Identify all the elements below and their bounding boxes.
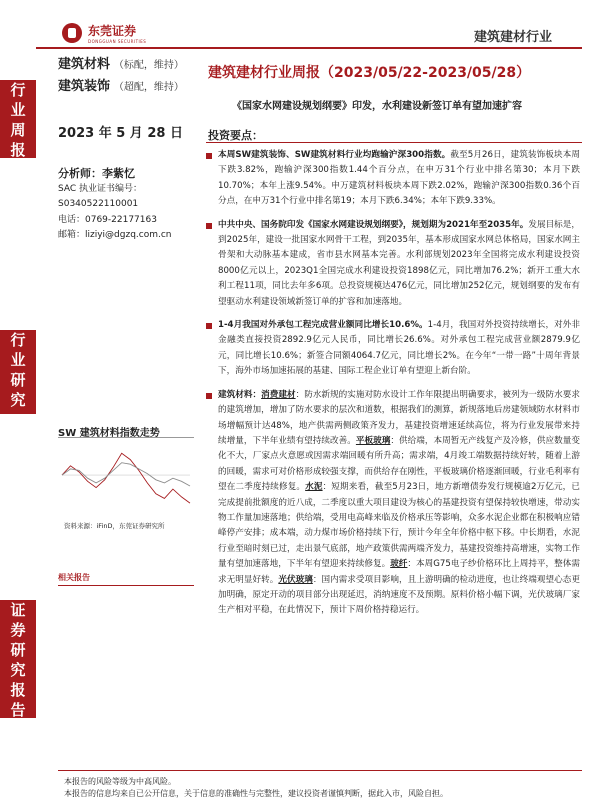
paragraph-head: 中共中央、国务院印发《国家水网建设规划纲要》，规划期为2021年至2035年。 xyxy=(218,219,529,230)
rating-sector: 建筑材料 xyxy=(58,57,111,72)
segment-text: ：短期来看，截至5月23日，地方新增债券发行规模逾2万亿元，已完成提前批额度的近八成，二季度以重大项目建设为核心的基建投资有望保持较快增速，带动实物工作量加速落地；供给端，受用电高峰来临及价格承压等影响，众多水泥企业都在积极响应错峰停产安排；成本端，动力煤市场价格持续下行，预计今年全年价格中枢下移。中长期看，水泥行业至暗时刻已过，走出景气底部，地产政策供需两端齐发力，基建投资维持高增速，实物工作量有望加速落地，下半年有望迎来持续修复。 xyxy=(218,482,580,570)
segment-玻纤: 玻纤 xyxy=(390,559,408,570)
paragraph-head: 建筑材料： xyxy=(218,389,262,400)
key-point-paragraph xyxy=(206,218,580,310)
related-divider xyxy=(58,585,194,586)
footer-risk-level: 本报告的风险等级为中高风险。 xyxy=(64,777,176,786)
side-label-char: 券 xyxy=(10,621,26,639)
chart-source: 资料来源：iFinD，东莞证券研究所 xyxy=(64,522,165,530)
side-label-char: 究 xyxy=(10,391,26,409)
report-date: 2023 年 5 月 28 日 xyxy=(58,126,183,141)
side-label-char: 究 xyxy=(10,661,26,679)
rating-row xyxy=(58,76,184,98)
segment-text: ：供给端，本周暂无产线复产及冷修，供应数量变化不大，厂家点火意愿或因需求端回暖有所升高；需求端，4月竣工端数据持续好转，随着上游的回暖，需求可对价格形成较强支撑，而供给存在刚性，平板玻璃价格逐渐回暖，行业毛利率有望在二季度持续修复。 xyxy=(218,435,580,493)
rating-value: （标配，维持） xyxy=(113,60,184,71)
ratings-block xyxy=(58,54,184,98)
segment-text: ：本周G75电子纱价格环比上周持平，整体需求无明显好转。 xyxy=(218,559,580,585)
paragraph-head: 本周SW建筑装饰、SW建筑材料行业均跑输沪深300指数。 xyxy=(218,150,451,160)
segment-text: ：国内需求受项目影响，且上游明确的检动进度，也让终端观望心态更加明确，原定开动的项目部分出现延迟，消纳速度不及预期。原料价格小幅下调，光伏玻璃厂家生产相对平稳，在此情况下，预计下周价格持稳运行。 xyxy=(218,574,580,616)
rating-sector: 建筑装饰 xyxy=(58,79,111,94)
footer-disclaimer: 本报告的信息均来自已公开信息，关于信息的准确性与完整性，建议投资者谨慎判断，据此入市，风险自担。 xyxy=(64,789,448,798)
analyst-phone: 电话：0769-22177163 xyxy=(58,214,157,225)
bullet-square-icon xyxy=(206,393,212,399)
side-label-char: 行 xyxy=(10,331,26,349)
paragraph-head: 1-4月我国对外承包工程完成营业额同比增长10.6%。 xyxy=(218,320,428,331)
key-point-paragraph xyxy=(206,148,580,210)
rating-row xyxy=(58,54,184,76)
segment-消费建材: 消费建材 xyxy=(261,389,296,400)
paragraph-body: 1-4月，我国对外投资持续增长，对外非金融类直接投资2892.9亿元人民币，同比增长26.6%。对外承包工程完成营业额2879.9亿元，同比增长10.6%；新签合同额4064.7亿元，同比增长2%。在今年“一带一路”十周年背景下，海外市场加速拓展的基建、国际工程企业订单有望迎上新台阶。 xyxy=(218,320,580,377)
key-points-content xyxy=(206,148,580,627)
chart-svg xyxy=(58,438,194,520)
side-label-industry-weekly xyxy=(0,80,36,160)
analyst-sac-label: SAC 执业证书编号： xyxy=(58,183,143,194)
side-label-char: 行 xyxy=(10,81,26,99)
bullet-square-icon xyxy=(206,223,212,229)
analyst-email[interactable]: 邮箱：liziyi@dgzq.com.cn xyxy=(58,230,172,240)
rating-value: （超配，维持） xyxy=(113,82,184,93)
side-label-char: 证 xyxy=(10,601,26,619)
report-subtitle: 《国家水网建设规划纲要》印发，水利建设新签订单有望加速扩容 xyxy=(232,101,522,112)
bullet-square-icon xyxy=(206,323,212,329)
analyst-info xyxy=(58,166,172,244)
side-label-char: 研 xyxy=(10,371,26,389)
segment-光伏玻璃: 光伏玻璃 xyxy=(278,574,313,585)
side-banner-industry-weekly xyxy=(0,80,36,158)
side-label-char: 研 xyxy=(10,641,26,659)
segment-平板玻璃: 平板玻璃 xyxy=(355,435,391,446)
side-label-char: 告 xyxy=(10,701,26,719)
header-divider xyxy=(36,47,582,49)
analyst-sac-number: S0340522110001 xyxy=(58,199,139,209)
segment-text: ：防水新规的实施对防水设计工作年限提出明确要求，被列为一级防水要求的建筑增加，增加了防水要求的层次和道数，根据我们的测算，新规落地后房建领域防水材料市场增幅预计达48%，地产供需两侧政策齐发力，基建投资增速延续高位，将为行业发展带来持续增量，下半年业绩有望持续改善。 xyxy=(218,389,580,446)
side-label-securities-report xyxy=(0,600,36,720)
paragraph-body: 发展目标是，到2025年，建设一批国家水网骨干工程，到2035年，基本形成国家水网总体格局，国家水网主骨架和大动脉基本建成，省市县水网基本完善。水利部规划2023年全国将完成水利建设投资8000亿元以上，2023Q1全国完成水利建设投资1898亿元，同比增加76.2%；新开工重大水利工程11项，同比去年多6项。总投资规模达476亿元，同比增加252亿元，规划纲要的发布有望驱动水利建设领域新签订单的扩容和加速落地。 xyxy=(218,219,580,307)
brand-name: 东莞证券 xyxy=(88,24,137,38)
chart-series-line-0 xyxy=(62,453,190,503)
side-label-char: 报 xyxy=(10,141,26,159)
side-label-char: 周 xyxy=(10,121,26,139)
key-point-paragraph xyxy=(206,318,580,380)
analyst-name: 分析师：李紫忆 xyxy=(58,167,135,180)
bullet-square-icon xyxy=(206,153,212,159)
side-label-char: 报 xyxy=(10,681,26,699)
key-point-paragraph xyxy=(206,388,580,619)
segment-水泥: 水泥 xyxy=(305,482,323,493)
related-reports-title: 相关报告 xyxy=(58,573,90,582)
side-label-char: 业 xyxy=(10,101,26,119)
side-banner-industry-research xyxy=(0,330,36,414)
side-label-industry-research xyxy=(0,330,36,410)
chart-title: SW 建筑材料指数走势 xyxy=(58,428,160,439)
brand-logo xyxy=(62,22,146,44)
industry-tag: 建筑建材行业 xyxy=(473,30,552,45)
paragraph-body: 截至5月26日，建筑装饰板块本周下跌3.82%，跑输沪深300指数1.44个百分点，在申万31个行业中排名第30；本月下跌10.70%；本年上涨9.54%。申万建筑材料板块本周下跌2.02%，跑输沪深300指数0.36个百分点，在申万31个行业中排名第19；本月下跌6.34%；本年下跌9.33%。 xyxy=(218,150,581,207)
brand-sub: DONGGUAN SECURITIES xyxy=(88,39,147,44)
brand-seal-icon xyxy=(62,23,82,43)
report-title: 建筑建材行业周报（2023/05/22-2023/05/28） xyxy=(208,65,531,81)
footer xyxy=(64,776,448,800)
side-banner-securities-report xyxy=(0,600,36,718)
index-trend-chart xyxy=(58,437,194,520)
side-label-char: 业 xyxy=(10,351,26,369)
key-points-divider xyxy=(206,142,582,143)
footer-divider xyxy=(58,770,582,771)
key-points-title: 投资要点： xyxy=(208,129,263,142)
